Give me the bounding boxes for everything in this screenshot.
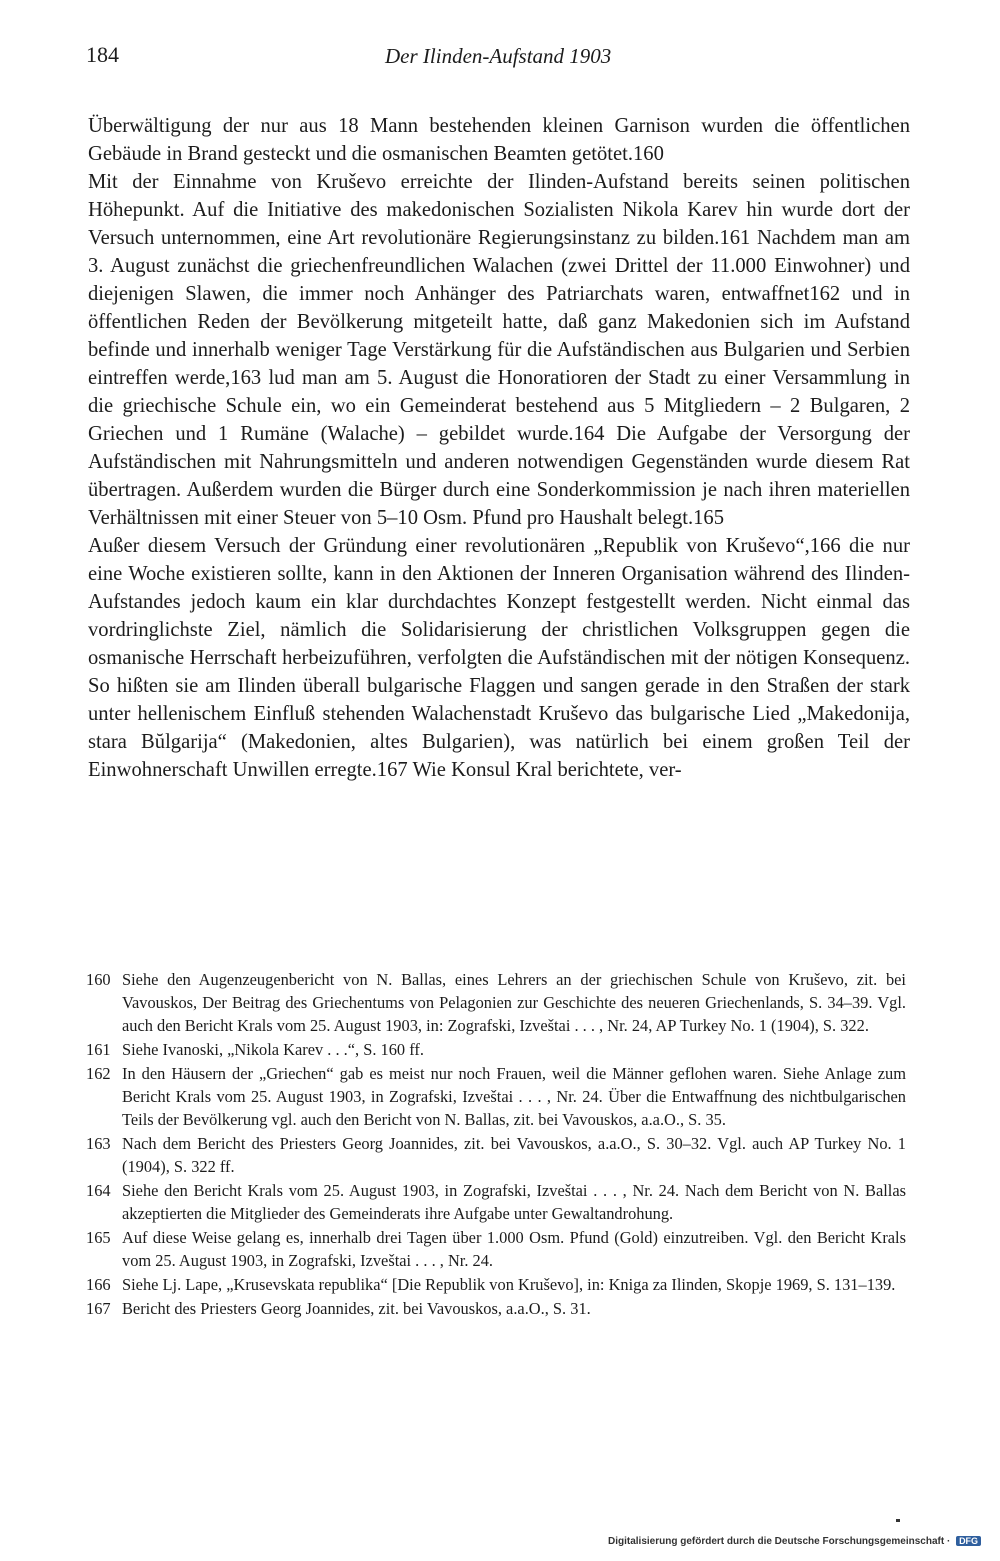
footnote-text: Bericht des Priesters Georg Joannides, zit. bei Vavouskos, a.a.O., S. 31. (122, 1299, 591, 1318)
footnote-text: Nach dem Bericht des Priesters Georg Joannides, zit. bei Vavouskos, a.a.O., S. 30–32. Vgl. auch AP Turkey No. 1 (1904), S. 322 ff. (122, 1134, 906, 1176)
footnotes (86, 968, 906, 1321)
footnote (86, 1297, 906, 1320)
footnote-number: 167 (86, 1299, 111, 1318)
footnote-text: Siehe den Augenzeugenbericht von N. Ballas, eines Lehrers an der griechischen Schule von Kruševo, zit. bei Vavouskos, Der Beitrag des Griechentums von Pelagonien zur Geschichte des neueren Griechenlands, S. 34–39. Vgl. auch den Bericht Krals vom 25. August 1903, in: Zografski, Izveštai . . . , Nr. 24, AP Turkey No. 1 (1904), S. 322. (122, 970, 906, 1035)
footnote (86, 968, 906, 1037)
footnote-number: 160 (86, 970, 111, 989)
footnote (86, 1226, 906, 1272)
paragraph: Überwältigung der nur aus 18 Mann bestehenden kleinen Garnison wurden die öffentlichen Gebäude in Brand gesteckt und die osmanischen Beamten getötet.160 (88, 115, 910, 165)
footnote-text: Siehe Lj. Lape, „Krusevskata republika“ [Die Republik von Kruševo], in: Kniga za Ilinden, Skopje 1969, S. 131–139. (122, 1275, 896, 1294)
footnote-number: 162 (86, 1064, 111, 1083)
scan-mark (896, 1519, 900, 1522)
footnote-text: In den Häusern der „Griechen“ gab es meist nur noch Frauen, weil die Männer geflohen waren. Siehe Anlage zum Bericht Krals vom 25. August 1903, in Zografski, Izveštai . . . , Nr. 24. Über die Entwaffnung des nichtbulgarischen Teils der Bevölkerung vgl. auch den Bericht von N. Ballas, zit. bei Vavouskos, a.a.O., S. 35. (122, 1064, 906, 1129)
footnote-text: Siehe Ivanoski, „Nikola Karev . . .“, S. 160 ff. (122, 1040, 424, 1059)
paragraph: Außer diesem Versuch der Gründung einer revolutionären „Republik von Kruševo“,166 die nur eine Woche existieren sollte, kann in den Aktionen der Inneren Organisation während des Ilinden-Aufstandes jedoch kaum ein klar durchdachtes Konzept festgestellt werden. Nicht einmal das vordringlichste Ziel, nämlich die Solidarisierung der christlichen Volksgruppen gegen die osmanische Herrschaft herbeizuführen, verfolgten die Aufständischen mit der nötigen Konsequenz. So hißten sie am Ilinden überall bulgarische Flaggen und sangen gerade in den Straßen der stark unter hellenischem Einfluß stehenden Walachenstadt Kruševo das bulgarische Lied „Makedonija, stara Bŭlgarija“ (Makedonien, altes Bulgarien), was natürlich bei einem großen Teil der Einwohnerschaft Unwillen erregte.167 Wie Konsul Kral berichtete, ver- (88, 535, 910, 781)
digitization-footer (608, 1536, 981, 1547)
footnote (86, 1062, 906, 1131)
footnote-number: 165 (86, 1228, 111, 1247)
footer-text: Digitalisierung gefördert durch die Deutsche Forschungsgemeinschaft · (608, 1536, 951, 1547)
footnote-text: Auf diese Weise gelang es, innerhalb drei Tagen über 1.000 Osm. Pfund (Gold) einzutreiben. Vgl. den Bericht Krals vom 25. August 1903, in Zografski, Izveštai . . . , Nr. 24. (122, 1228, 906, 1270)
footnote-number: 164 (86, 1181, 111, 1200)
footnote-number: 166 (86, 1275, 111, 1294)
page-number: 184 (86, 42, 119, 67)
footnote-number: 161 (86, 1040, 111, 1059)
footnote-text: Siehe den Bericht Krals vom 25. August 1903, in Zografski, Izveštai . . . , Nr. 24. Nach dem Bericht von N. Ballas akzeptierten die Mitglieder des Gemeinderats ihre Aufgabe unter Gewaltandrohung. (122, 1181, 906, 1223)
running-title: Der Ilinden-Aufstand 1903 (385, 44, 612, 68)
paragraph: Mit der Einnahme von Kruševo erreichte der Ilinden-Aufstand bereits seinen politischen Höhepunkt. Auf die Initiative des makedonischen Sozialisten Nikola Karev hin wurde dort der Versuch unternommen, eine Art revolutionäre Regierungsinstanz zu bilden.161 Nachdem man am 3. August zunächst die griechenfreundlichen Walachen (zwei Drittel der 11.000 Einwohner) und diejenigen Slawen, die immer noch Anhänger des Patriarchats waren, entwaffnet162 und in öffentlichen Reden der Bevölkerung mitgeteilt hatte, daß ganz Makedonien sich im Aufstand befinde und innerhalb weniger Tage Verstärkung für die Aufständischen aus Bulgarien und Serbien eintreffen werde,163 lud man am 5. August die Honoratioren der Stadt zu einer Versammlung in die griechische Schule ein, wo ein Gemeinderat bestehend aus 5 Mitgliedern – 2 Bulgaren, 2 Griechen und 1 Rumäne (Walache) – gebildet wurde.164 Die Aufgabe der Versorgung der Aufständischen mit Nahrungsmitteln und anderen notwendigen Gegenständen wurde diesem Rat übertragen. Außerdem wurden die Bürger durch eine Sonderkommission je nach ihren materiellen Verhältnissen mit einer Steuer von 5–10 Osm. Pfund pro Haushalt belegt.165 (88, 171, 910, 529)
dfg-logo: DFG (956, 1536, 981, 1546)
body-text (88, 112, 910, 784)
footnote (86, 1273, 906, 1296)
footnote (86, 1038, 906, 1061)
footnote (86, 1132, 906, 1178)
footnote-number: 163 (86, 1134, 111, 1153)
footnote (86, 1179, 906, 1225)
